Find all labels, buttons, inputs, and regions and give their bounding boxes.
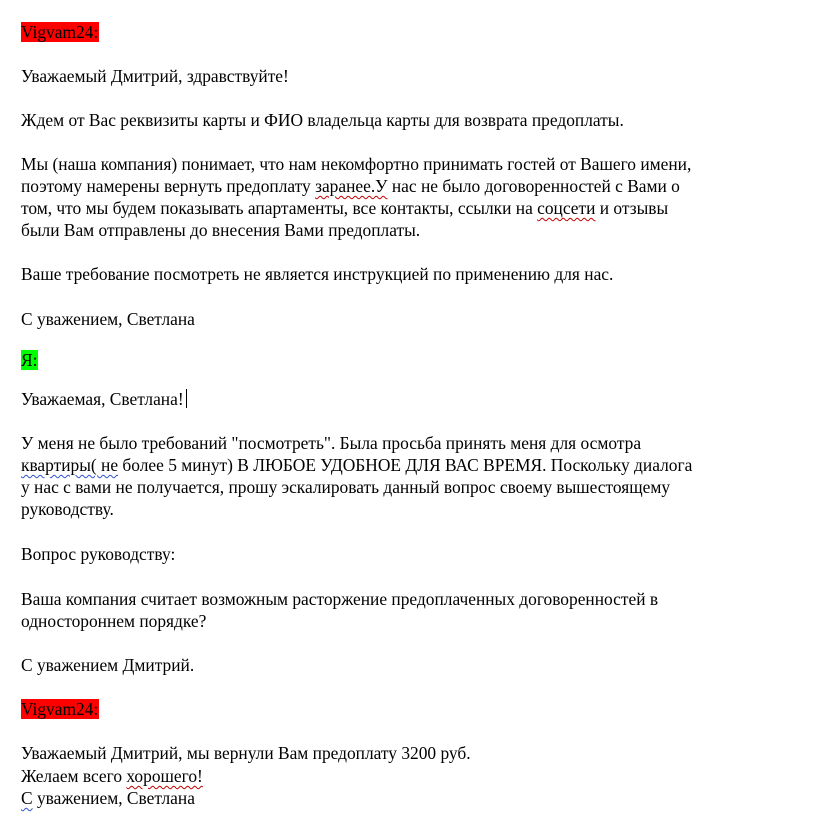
sender-highlight: Vigvam24: — [21, 699, 99, 719]
paragraph-3-line2 — [21, 765, 203, 787]
paragraph-3-line1: Уважаемый Дмитрий, мы вернули Вам предоплату 3200 руб. — [21, 743, 471, 763]
text-span: Уважаемая, Светлана! — [21, 389, 184, 409]
text-span: и отзывы — [595, 198, 669, 218]
spelling-error[interactable]: хорошего! — [126, 766, 203, 786]
sender-label-vigvam-2 — [21, 698, 99, 720]
paragraph-1-1: Ждем от Вас реквизиты карты и ФИО владельца карты для возврата предоплаты. — [21, 110, 624, 130]
text-span: том, что мы будем показывать апартаменты, все контакты, ссылки на — [21, 198, 538, 218]
greeting-1: Уважаемый Дмитрий, здравствуйте! — [21, 66, 289, 86]
text-span: поэтому намерены вернуть предоплату — [21, 176, 316, 196]
text-span: Желаем всего — [21, 766, 127, 786]
sender-highlight: Vigvam24: — [21, 22, 99, 42]
text-span: уважением, Светлана — [32, 788, 195, 808]
grammar-error[interactable]: квартиры( не — [21, 455, 119, 475]
greeting-2 — [21, 388, 187, 410]
paragraph-2-3-line1: Ваша компания считает возможным расторжение предоплаченных договоренностей в — [21, 589, 659, 609]
paragraph-2-1-line3: у нас с вами не получается, прошу эскалировать данный вопрос своему вышестоящему — [21, 477, 671, 497]
paragraph-1-2-line1: Мы (наша компания) понимает, что нам некомфортно принимать гостей от Вашего имени, — [21, 154, 692, 174]
signoff-1: С уважением, Светлана — [21, 309, 195, 329]
paragraph-3-line3 — [21, 787, 195, 809]
sender-label-me — [21, 349, 38, 371]
paragraph-2-3-line2: одностороннем порядке? — [21, 611, 207, 631]
paragraph-2-2: Вопрос руководству: — [21, 544, 176, 564]
paragraph-1-2-line4: были Вам отправлены до внесения Вами предоплаты. — [21, 220, 421, 240]
paragraph-2-1-line1: У меня не было требований "посмотреть". Была просьба принять меня для осмотра — [21, 433, 642, 453]
spelling-error[interactable]: заранее.У — [315, 176, 388, 196]
sender-label-vigvam-1 — [21, 21, 99, 43]
paragraph-1-2-line3 — [21, 197, 668, 219]
paragraph-1-2-line2 — [21, 175, 680, 197]
text-span: нас не было договоренностей с Вами о — [387, 176, 680, 196]
paragraph-2-1-line2 — [21, 454, 692, 476]
text-cursor — [186, 389, 187, 408]
paragraph-2-1-line4: руководству. — [21, 499, 114, 519]
text-span: более 5 минут) В ЛЮБОЕ УДОБНОЕ ДЛЯ ВАС ВРЕМЯ. Поскольку диалога — [118, 455, 693, 475]
paragraph-1-3: Ваше требование посмотреть не является инструкцией по применению для нас. — [21, 264, 614, 284]
signoff-2: С уважением Дмитрий. — [21, 655, 195, 675]
spelling-error[interactable]: соцсети — [537, 198, 596, 218]
grammar-error[interactable]: С — [21, 788, 33, 808]
sender-highlight: Я: — [21, 350, 38, 370]
